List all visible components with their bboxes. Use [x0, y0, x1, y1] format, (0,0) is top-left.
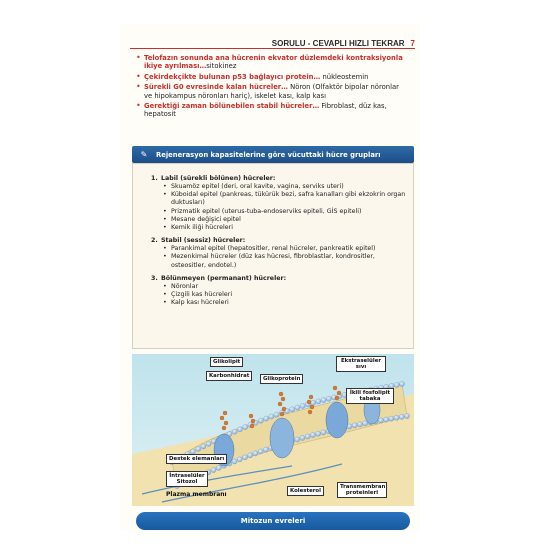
bullet-item: • Telofazın sonunda ana hücrenin ekvator düzlemdeki kontraksiyonla ikiye ayrılması…sitokinez: [136, 54, 406, 71]
list-item: • Parankimal epitel (hepatositler, renal hücreler, pankreatik epitel): [151, 245, 411, 253]
cell-groups-panel: [132, 163, 414, 349]
phospholipid-head: [305, 434, 310, 439]
phospholipid-head: [216, 465, 221, 470]
phospholipid-head: [394, 382, 399, 387]
phospholipid-head: [258, 449, 263, 454]
phospholipid-head: [378, 418, 383, 423]
phospholipid-head: [206, 441, 211, 446]
phospholipid-head: [363, 421, 368, 426]
phospholipid-head: [404, 413, 409, 418]
phospholipid-head: [321, 397, 326, 402]
phospholipid-head: [274, 412, 279, 417]
phospholipid-head: [295, 437, 300, 442]
list-item: • Skuamöz epitel (deri, oral kavite, vagina, serviks uteri): [151, 183, 411, 191]
label-destek: Destek elemanları: [166, 454, 227, 464]
label-plazma: Plazma membranı: [166, 491, 227, 498]
label-kolesterol: Kolesterol: [287, 486, 324, 496]
panel-title-bar: [132, 146, 414, 163]
phospholipid-head: [237, 457, 242, 462]
plasma-membrane-figure: [132, 354, 414, 532]
phospholipid-head: [295, 405, 300, 410]
panel-title: Rejenerasyon kapasitelerine göre vücuttaki hücre grupları: [156, 150, 381, 159]
page-number: 7: [410, 39, 415, 48]
phospholipid-head: [394, 415, 399, 420]
list-item: • Kalp kası hücreleri: [151, 299, 411, 307]
label-karbonhidrat: Karbonhidrat: [206, 371, 252, 381]
label-glikoprotein: Glikoprotein: [260, 374, 303, 384]
cell-groups-list: [151, 172, 411, 307]
phospholipid-head: [310, 432, 315, 437]
phospholipid-head: [326, 396, 331, 401]
page-header: [130, 34, 415, 49]
list-item: • Mesane değişici epitel: [151, 216, 411, 224]
phospholipid-head: [237, 427, 242, 432]
phospholipid-head: [253, 451, 258, 456]
label-sitozol: İntraselüler Sitozol: [166, 471, 208, 487]
header-title: SORULU - CEVAPLI HIZLI TEKRAR: [271, 39, 405, 48]
bullet-item: • Gerektiği zaman bölünebilen stabil hücreler… Fibroblast, düz kas, hepatosit: [136, 102, 406, 119]
phospholipid-head: [232, 429, 237, 434]
section-button-mitoz[interactable]: [136, 512, 410, 530]
phospholipid-head: [196, 446, 201, 451]
book-page: [120, 24, 420, 530]
phospholipid-head: [263, 416, 268, 421]
summary-bullets: [136, 54, 406, 121]
phospholipid-head: [321, 430, 326, 435]
group-heading: 1. Labil (sürekli bölünen) hücreler:: [151, 175, 276, 182]
group-heading: 2. Stabil (sessiz) hücreler:: [151, 237, 246, 245]
phospholipid-head: [248, 453, 253, 458]
list-item: • Nöronlar: [151, 283, 411, 291]
phospholipid-head: [290, 407, 295, 412]
pencil-icon: ✎: [140, 150, 148, 159]
list-item: • Prizmatik epitel (uterus-tuba-endoserviks epiteli, GİS epiteli): [151, 208, 411, 216]
bullet-item: • Sürekli G0 evresinde kalan hücreler… Nöron (Olfaktör bipolar nöronlar ve hipokampus nöronları hariç), iskelet kası, kalp kası: [136, 83, 406, 100]
list-item: • Kemik iliği hücreleri: [151, 224, 411, 232]
list-item: • Küboidal epitel (pankreas, tükürük bezi, safra kanalları gibi ekzokrin organ duktusları): [151, 191, 411, 207]
bullet-item: • Çekirdekçikte bulunan p53 bağlayıcı protein… nükleostemin: [136, 73, 406, 81]
phospholipid-head: [357, 422, 362, 427]
label-glikolipit: Glikolipit: [210, 357, 243, 367]
phospholipid-head: [311, 400, 316, 405]
label-ekstraselular: Ekstraselüler sıvı: [336, 356, 386, 372]
phospholipid-head: [243, 424, 248, 429]
footer-label: Mitozun evreleri: [240, 517, 306, 525]
phospholipid-head: [300, 435, 305, 440]
phospholipid-head: [300, 403, 305, 408]
phospholipid-head: [263, 447, 268, 452]
list-item: • Çizgili kas hücreleri: [151, 291, 411, 299]
phospholipid-head: [201, 444, 206, 449]
phospholipid-head: [232, 459, 237, 464]
list-item: • Mezenkimal hücreler (düz kas hücresi, fibroblastlar, kondrositler, osteositler, endotel.): [151, 253, 411, 269]
phospholipid-head: [269, 414, 274, 419]
group-heading: 3. Bölünmeyen (permanant) hücreler:: [151, 274, 287, 282]
phospholipid-head: [352, 423, 357, 428]
phospholipid-head: [399, 414, 404, 419]
phospholipid-head: [399, 381, 404, 386]
phospholipid-head: [389, 416, 394, 421]
phospholipid-head: [383, 417, 388, 422]
phospholipid-head: [316, 399, 321, 404]
phospholipid-head: [258, 418, 263, 423]
phospholipid-head: [316, 431, 321, 436]
phospholipid-head: [242, 455, 247, 460]
label-transmembran: Transmembran proteinleri: [337, 482, 387, 498]
label-fosfolipit: İkili fosfolipit tabaka: [346, 388, 394, 404]
phospholipid-head: [211, 467, 216, 472]
